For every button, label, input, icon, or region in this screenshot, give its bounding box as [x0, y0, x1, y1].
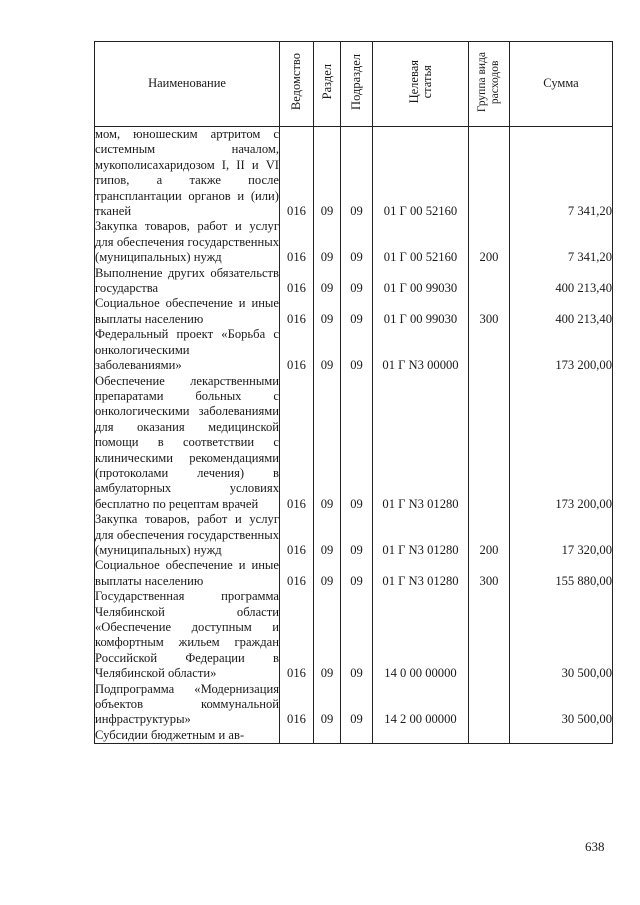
table-row — [95, 374, 613, 513]
row-vedomstvo: 016 — [280, 327, 314, 373]
row-podrazdel: 09 — [341, 682, 373, 728]
row-target: 01 Г N3 01280 — [373, 374, 469, 513]
row-podrazdel: 09 — [341, 327, 373, 373]
row-razdel: 09 — [314, 127, 341, 220]
page-number: 638 — [585, 839, 605, 854]
row-razdel: 09 — [314, 558, 341, 589]
row-podrazdel: 09 — [341, 266, 373, 297]
table-row — [95, 512, 613, 558]
row-vedomstvo: 016 — [280, 374, 314, 513]
row-group — [469, 266, 510, 297]
row-group: 200 — [469, 219, 510, 265]
row-podrazdel — [341, 728, 373, 744]
table-row — [95, 589, 613, 681]
col-header-name: Наименование — [95, 42, 280, 127]
row-group: 300 — [469, 558, 510, 589]
row-target: 01 Г 00 99030 — [373, 266, 469, 297]
row-podrazdel: 09 — [341, 589, 373, 681]
row-target: 01 Г N3 00000 — [373, 327, 469, 373]
row-name: Выполнение других обязательств государства — [95, 265, 279, 296]
row-name: Государственная программа Челябинской области «Обеспечение доступным и комфортным жильем граждан Российской Федерации в Челябинской области» — [95, 589, 279, 681]
row-razdel: 09 — [314, 219, 341, 265]
table-row — [95, 327, 613, 373]
row-vedomstvo: 016 — [280, 589, 314, 681]
col-header-vedomstvo: Ведомство — [280, 42, 314, 127]
row-name: Социальное обеспечение и иные выплаты населению — [95, 296, 279, 326]
table-row — [95, 728, 613, 744]
row-vedomstvo: 016 — [280, 127, 314, 220]
table-row — [95, 682, 613, 728]
row-razdel: 09 — [314, 682, 341, 728]
row-razdel: 09 — [314, 512, 341, 558]
row-vedomstvo: 016 — [280, 558, 314, 589]
row-vedomstvo: 016 — [280, 266, 314, 297]
row-name: Закупка товаров, работ и услуг для обеспечения государственных (муниципальных) нужд — [95, 512, 279, 557]
row-podrazdel: 09 — [341, 127, 373, 220]
row-vedomstvo: 016 — [280, 512, 314, 558]
row-sum: 17 320,00 — [510, 512, 613, 558]
row-vedomstvo: 016 — [280, 219, 314, 265]
row-vedomstvo: 016 — [280, 682, 314, 728]
table-row — [95, 558, 613, 589]
row-target — [373, 728, 469, 744]
row-target: 01 Г 00 52160 — [373, 219, 469, 265]
row-podrazdel: 09 — [341, 374, 373, 513]
row-group: 200 — [469, 512, 510, 558]
row-razdel: 09 — [314, 374, 341, 513]
col-header-razdel: Раздел — [314, 42, 341, 127]
row-target: 01 Г N3 01280 — [373, 512, 469, 558]
row-sum: 30 500,00 — [510, 682, 613, 728]
row-name: Субсидии бюджетным и ав- — [95, 728, 280, 744]
table-row — [95, 296, 613, 327]
table-row — [95, 127, 613, 220]
row-razdel: 09 — [314, 327, 341, 373]
row-vedomstvo: 016 — [280, 296, 314, 327]
row-target: 01 Г N3 01280 — [373, 558, 469, 589]
row-sum: 173 200,00 — [510, 327, 613, 373]
row-name: мом, юношеским артритом с системным началом, мукополисахаридозом I, II и VI типов, а также после трансплантации органов и (или) тканей — [95, 127, 279, 219]
row-target: 01 Г 00 52160 — [373, 127, 469, 220]
row-name: Социальное обеспечение и иные выплаты населению — [95, 558, 279, 588]
row-razdel: 09 — [314, 266, 341, 297]
row-group — [469, 127, 510, 220]
table-row — [95, 219, 613, 265]
row-sum: 400 213,40 — [510, 266, 613, 297]
row-podrazdel: 09 — [341, 219, 373, 265]
col-header-group: Группа вида расходов — [469, 42, 510, 127]
row-razdel — [314, 728, 341, 744]
row-name: Закупка товаров, работ и услуг для обеспечения государственных (муниципальных) нужд — [95, 219, 279, 265]
row-group — [469, 682, 510, 728]
row-podrazdel: 09 — [341, 296, 373, 327]
row-razdel: 09 — [314, 589, 341, 681]
table-header-row — [95, 42, 613, 127]
row-name: Обеспечение лекарственными препаратами больных с онкологическими заболеваниями для оказания медицинской помощи в соответствии с клиническими рекомендациями (протоколами лечения) в амбулаторных условиях бесплатно по рецептам врачей — [95, 373, 279, 511]
row-sum: 7 341,20 — [510, 219, 613, 265]
row-group: 300 — [469, 296, 510, 327]
row-group — [469, 728, 510, 744]
row-podrazdel: 09 — [341, 558, 373, 589]
row-group — [469, 327, 510, 373]
row-podrazdel: 09 — [341, 512, 373, 558]
row-sum: 30 500,00 — [510, 589, 613, 681]
col-header-target: Целевая статья — [373, 42, 469, 127]
row-name: Федеральный проект «Борьба с онкологическими заболеваниями» — [95, 327, 279, 373]
row-target: 14 2 00 00000 — [373, 682, 469, 728]
row-target: 14 0 00 00000 — [373, 589, 469, 681]
table-row — [95, 266, 613, 297]
row-vedomstvo — [280, 728, 314, 744]
row-razdel: 09 — [314, 296, 341, 327]
row-sum: 400 213,40 — [510, 296, 613, 327]
row-group — [469, 589, 510, 681]
row-name: Подпрограмма «Модернизация объектов коммунальной инфраструктуры» — [95, 681, 279, 727]
col-header-sum: Сумма — [510, 42, 613, 127]
row-sum: 155 880,00 — [510, 558, 613, 589]
col-header-podrazdel: Подраздел — [341, 42, 373, 127]
row-sum: 173 200,00 — [510, 374, 613, 513]
row-group — [469, 374, 510, 513]
budget-table — [94, 41, 613, 744]
row-sum — [510, 728, 613, 744]
row-target: 01 Г 00 99030 — [373, 296, 469, 327]
row-sum: 7 341,20 — [510, 127, 613, 220]
